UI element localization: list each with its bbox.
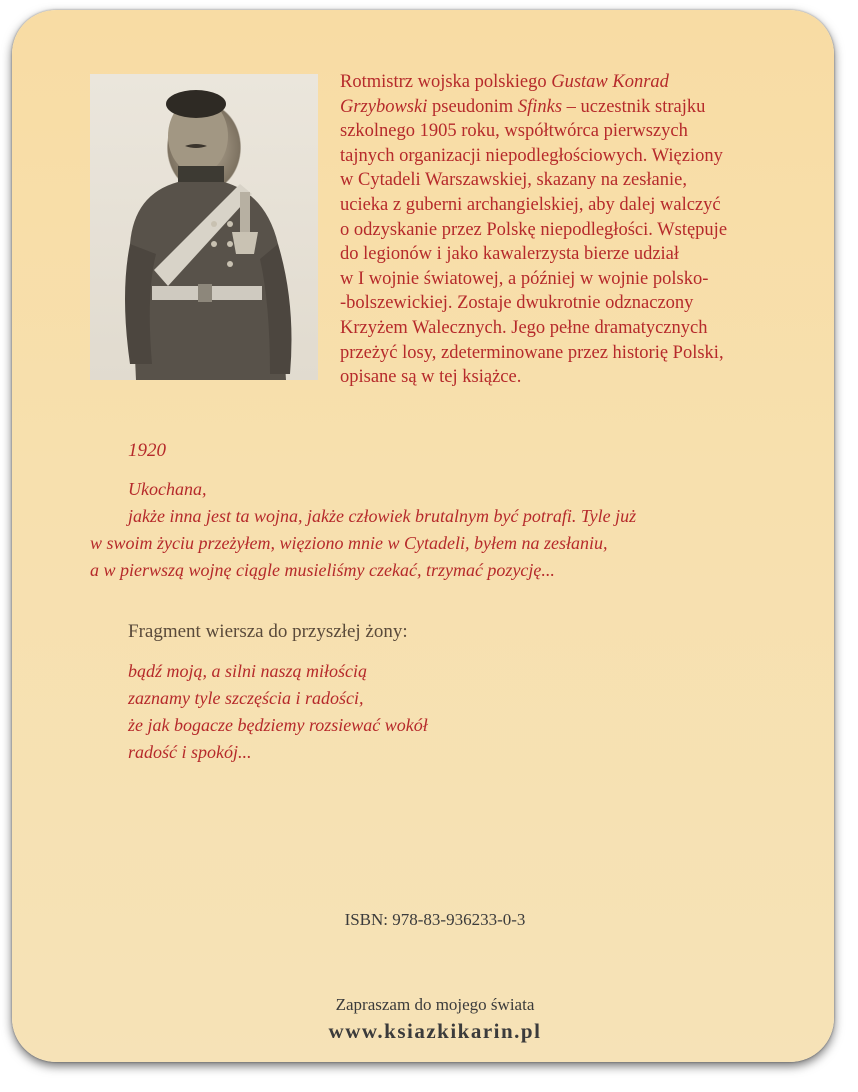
isbn-number: ISBN: 978-83-936233-0-3 (344, 910, 526, 929)
bio-emphasis: Gustaw Konrad (551, 72, 669, 92)
soldier-silhouette-icon (90, 74, 318, 380)
bio-line: w I wojnie światowej, a później w wojnie polsko- (340, 268, 709, 289)
letter-line: a w pierwszą wojnę ciągle musieliśmy czekać, trzymać pozycję... (90, 560, 555, 580)
bio-line: Grzybowski pseudonim Sfinks – uczestnik strajku (340, 96, 706, 117)
bio-line: ucieka z guberni archangielskiej, aby dalej walczyć (340, 194, 721, 215)
poem-fragment (128, 658, 428, 766)
bio-line: tajnych organizacji niepodległościowych. Więziony (340, 145, 723, 166)
letter-line: jakże inna jest ta wojna, jakże człowiek brutalnym być potrafi. Tyle już (128, 506, 637, 526)
poem-line: zaznamy tyle szczęścia i radości, (128, 688, 364, 708)
poem-line: bądź moją, a silni naszą miłością (128, 661, 368, 681)
poem-fragment-label: Fragment wiersza do przyszłej żony: (128, 621, 408, 642)
poem-line: że jak bogacze będziemy rozsiewać wokół (128, 715, 428, 735)
bio-line: opisane są w tej książce. (340, 367, 522, 388)
letter-line: w swoim życiu przeżyłem, więziono mnie w Cytadeli, byłem na zesłaniu, (90, 533, 608, 553)
bio-emphasis: Grzybowski (340, 96, 428, 117)
letter-salutation: Ukochana, (128, 479, 207, 499)
bio-line: do legionów i jako kawalerzysta bierze udział (340, 244, 680, 265)
invitation-text: Zapraszam do mojego świata (335, 995, 535, 1014)
book-back-cover (12, 10, 834, 1062)
portrait-photo (90, 74, 318, 380)
letter-excerpt (90, 476, 730, 584)
bio-emphasis: Sfinks (517, 96, 563, 117)
bio-line: szkolnego 1905 roku, współtwórca pierwszych (340, 121, 688, 142)
bio-line: Krzyżem Walecznych. Jego pełne dramatycznych (340, 317, 708, 338)
bio-line: o odzyskanie przez Polskę niepodległości. Wstępuje (340, 219, 728, 240)
bio-line: przeżyć losy, zdeterminowane przez historię Polski, (340, 342, 724, 363)
letter-year: 1920 (128, 440, 166, 461)
website-link[interactable]: www.ksiazkikarin.pl (328, 1019, 542, 1043)
poem-line: radość i spokój... (128, 742, 252, 762)
bio-line: -bolszewickiej. Zostaje dwukrotnie odznaczony (340, 293, 694, 314)
author-biography (340, 70, 790, 390)
bio-line: w Cytadeli Warszawskiej, skazany na zesłanie, (340, 170, 687, 191)
bio-line: Rotmistrz wojska polskiego Gustaw Konrad (340, 72, 669, 92)
